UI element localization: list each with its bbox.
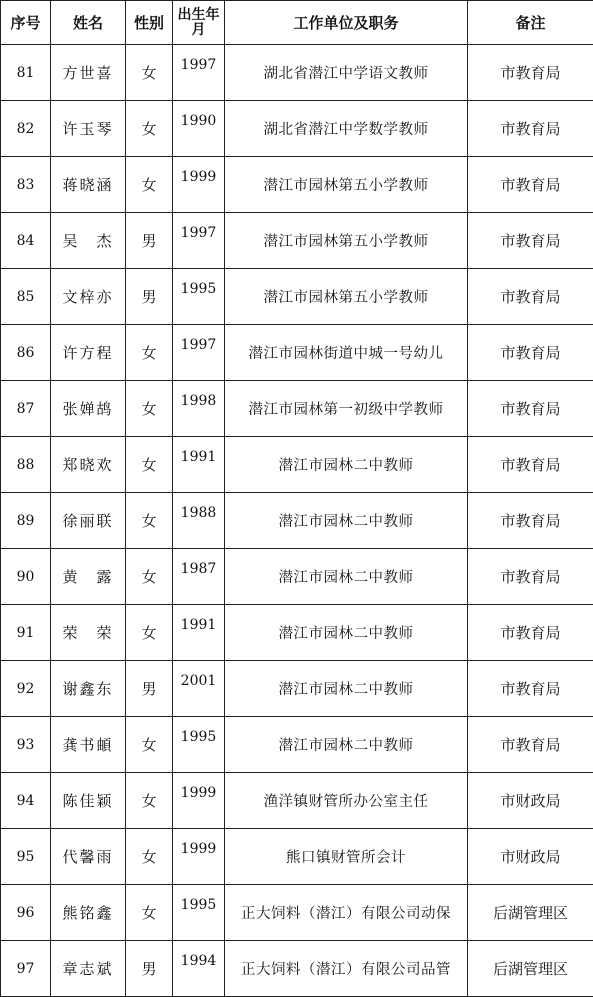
cell-index: 86 [1, 325, 51, 381]
cell-index: 81 [1, 45, 51, 101]
cell-unit: 正大饲料（潜江）有限公司品管 [225, 941, 468, 997]
cell-unit: 湖北省潜江中学语文教师 [225, 45, 468, 101]
cell-gender: 女 [126, 493, 173, 549]
cell-gender: 女 [126, 829, 173, 885]
cell-note: 市教育局 [468, 45, 593, 101]
cell-note: 市教育局 [468, 605, 593, 661]
cell-name: 文梓亦 [51, 269, 126, 325]
table-row [1, 661, 593, 717]
cell-note: 后湖管理区 [468, 885, 593, 941]
cell-birth: 1997 [173, 45, 225, 101]
cell-note: 后湖管理区 [468, 941, 593, 997]
cell-gender: 女 [126, 157, 173, 213]
cell-birth: 1997 [173, 213, 225, 269]
cell-index: 89 [1, 493, 51, 549]
cell-unit: 潜江市园林二中教师 [225, 549, 468, 605]
table-row [1, 325, 593, 381]
cell-birth: 1999 [173, 829, 225, 885]
header-index: 序号 [1, 1, 51, 45]
cell-index: 95 [1, 829, 51, 885]
cell-note: 市教育局 [468, 661, 593, 717]
cell-note: 市教育局 [468, 101, 593, 157]
table-row [1, 269, 593, 325]
cell-birth: 1999 [173, 773, 225, 829]
cell-note: 市教育局 [468, 269, 593, 325]
table-row [1, 605, 593, 661]
cell-index: 91 [1, 605, 51, 661]
cell-index: 85 [1, 269, 51, 325]
cell-unit: 潜江市园林二中教师 [225, 661, 468, 717]
cell-name: 章志斌 [51, 941, 126, 997]
cell-gender: 女 [126, 381, 173, 437]
cell-note: 市财政局 [468, 829, 593, 885]
cell-gender: 女 [126, 549, 173, 605]
cell-unit: 潜江市园林二中教师 [225, 717, 468, 773]
table-row [1, 885, 593, 941]
cell-unit: 潜江市园林第五小学教师 [225, 269, 468, 325]
cell-gender: 女 [126, 605, 173, 661]
cell-gender: 女 [126, 773, 173, 829]
header-name: 姓名 [51, 1, 126, 45]
table-row [1, 437, 593, 493]
cell-name: 徐丽联 [51, 493, 126, 549]
table-row [1, 773, 593, 829]
cell-unit: 湖北省潜江中学数学教师 [225, 101, 468, 157]
cell-gender: 男 [126, 213, 173, 269]
cell-index: 82 [1, 101, 51, 157]
cell-gender: 女 [126, 45, 173, 101]
cell-name: 许方程 [51, 325, 126, 381]
table-row [1, 549, 593, 605]
cell-gender: 女 [126, 885, 173, 941]
cell-name: 方世喜 [51, 45, 126, 101]
cell-index: 83 [1, 157, 51, 213]
cell-unit: 潜江市园林二中教师 [225, 437, 468, 493]
cell-birth: 1995 [173, 717, 225, 773]
cell-name: 龚书頔 [51, 717, 126, 773]
cell-unit: 渔洋镇财管所办公室主任 [225, 773, 468, 829]
cell-unit: 潜江市园林第五小学教师 [225, 213, 468, 269]
cell-name: 张婵鸪 [51, 381, 126, 437]
table-row [1, 381, 593, 437]
cell-index: 97 [1, 941, 51, 997]
cell-name: 荣 荣 [51, 605, 126, 661]
cell-name: 代馨雨 [51, 829, 126, 885]
cell-gender: 女 [126, 325, 173, 381]
cell-gender: 女 [126, 101, 173, 157]
cell-gender: 女 [126, 717, 173, 773]
cell-index: 87 [1, 381, 51, 437]
cell-index: 92 [1, 661, 51, 717]
cell-unit: 潜江市园林街道中城一号幼儿 [225, 325, 468, 381]
cell-unit: 潜江市园林第五小学教师 [225, 157, 468, 213]
header-row [1, 1, 593, 45]
cell-birth: 1991 [173, 437, 225, 493]
cell-gender: 男 [126, 941, 173, 997]
cell-note: 市教育局 [468, 493, 593, 549]
cell-index: 84 [1, 213, 51, 269]
cell-birth: 1995 [173, 885, 225, 941]
cell-birth: 1994 [173, 941, 225, 997]
cell-index: 90 [1, 549, 51, 605]
table-row [1, 101, 593, 157]
cell-note: 市教育局 [468, 437, 593, 493]
cell-note: 市教育局 [468, 381, 593, 437]
table-row [1, 941, 593, 997]
cell-unit: 潜江市园林二中教师 [225, 493, 468, 549]
cell-birth: 1990 [173, 101, 225, 157]
header-note: 备注 [468, 1, 593, 45]
table-row [1, 157, 593, 213]
cell-note: 市教育局 [468, 213, 593, 269]
cell-birth: 1998 [173, 381, 225, 437]
cell-unit: 熊口镇财管所会计 [225, 829, 468, 885]
cell-gender: 男 [126, 661, 173, 717]
cell-name: 黄 露 [51, 549, 126, 605]
cell-note: 市教育局 [468, 717, 593, 773]
header-unit: 工作单位及职务 [225, 1, 468, 45]
table-row [1, 717, 593, 773]
cell-birth: 1997 [173, 325, 225, 381]
cell-name: 郑晓欢 [51, 437, 126, 493]
cell-birth: 1987 [173, 549, 225, 605]
cell-index: 88 [1, 437, 51, 493]
table-row [1, 829, 593, 885]
cell-birth: 1988 [173, 493, 225, 549]
cell-index: 96 [1, 885, 51, 941]
cell-unit: 潜江市园林二中教师 [225, 605, 468, 661]
cell-note: 市财政局 [468, 773, 593, 829]
cell-note: 市教育局 [468, 157, 593, 213]
cell-note: 市教育局 [468, 549, 593, 605]
cell-birth: 1999 [173, 157, 225, 213]
cell-index: 93 [1, 717, 51, 773]
table-row [1, 493, 593, 549]
table-row [1, 45, 593, 101]
cell-unit: 潜江市园林第一初级中学教师 [225, 381, 468, 437]
cell-name: 熊铭鑫 [51, 885, 126, 941]
table-row [1, 213, 593, 269]
cell-gender: 男 [126, 269, 173, 325]
cell-name: 陈佳颖 [51, 773, 126, 829]
header-gender: 性别 [126, 1, 173, 45]
cell-birth: 1991 [173, 605, 225, 661]
cell-index: 94 [1, 773, 51, 829]
cell-name: 许玉琴 [51, 101, 126, 157]
cell-gender: 女 [126, 437, 173, 493]
cell-name: 吴 杰 [51, 213, 126, 269]
header-birth: 出生年月 [173, 1, 225, 45]
cell-birth: 1995 [173, 269, 225, 325]
cell-note: 市教育局 [468, 325, 593, 381]
cell-birth: 2001 [173, 661, 225, 717]
cell-name: 谢鑫东 [51, 661, 126, 717]
cell-name: 蒋晓涵 [51, 157, 126, 213]
cell-unit: 正大饲料（潜江）有限公司动保 [225, 885, 468, 941]
